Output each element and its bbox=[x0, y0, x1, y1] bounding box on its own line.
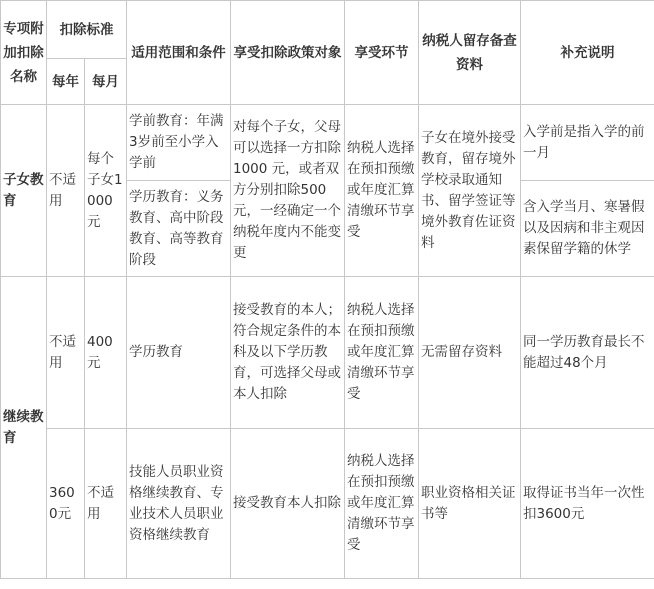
children-per-year: 不适用 bbox=[47, 105, 85, 277]
continuing-academic-stage: 纳税人选择在预扣预缴或年度汇算清缴环节享受 bbox=[345, 277, 419, 429]
table-row bbox=[1, 277, 654, 429]
continuing-vocational-per-year: 3600元 bbox=[47, 429, 85, 579]
children-stage: 纳税人选择在预扣预缴或年度汇算清缴环节享受 bbox=[345, 105, 419, 277]
children-scope-preschool: 学前教育：年满3岁前至小学入学前 bbox=[127, 105, 231, 181]
continuing-academic-per-month: 400元 bbox=[85, 277, 127, 429]
continuing-vocational-records: 职业资格相关证书等 bbox=[419, 429, 521, 579]
header-per-year: 每年 bbox=[47, 59, 85, 105]
children-note-preschool: 入学前是指入学的前一月 bbox=[521, 105, 654, 181]
header-per-month: 每月 bbox=[85, 59, 127, 105]
children-scope-academic: 学历教育：义务教育、高中阶段教育、高等教育阶段 bbox=[127, 181, 231, 277]
table-row bbox=[1, 105, 654, 181]
category-children-education: 子女教育 bbox=[1, 105, 47, 277]
continuing-vocational-notes: 取得证书当年一次性扣3600元 bbox=[521, 429, 654, 579]
table-row bbox=[1, 429, 654, 579]
children-per-month: 每个子女1000元 bbox=[85, 105, 127, 277]
children-note-academic: 含入学当月、寒暑假以及因病和非主观因素保留学籍的休学 bbox=[521, 181, 654, 277]
header-records: 纳税人留存备查资料 bbox=[419, 1, 521, 105]
header-row bbox=[1, 1, 654, 59]
children-target: 对每个子女，父母可以选择一方扣除1000 元，或者双方分别扣除500元，一经确定一个纳税年度内不能变更 bbox=[231, 105, 345, 277]
continuing-vocational-per-month: 不适用 bbox=[85, 429, 127, 579]
continuing-academic-target: 接受教育的本人；符合规定条件的本科及以下学历教育，可选择父母或本人扣除 bbox=[231, 277, 345, 429]
continuing-academic-per-year: 不适用 bbox=[47, 277, 85, 429]
continuing-vocational-stage: 纳税人选择在预扣预缴或年度汇算清缴环节享受 bbox=[345, 429, 419, 579]
header-stage: 享受环节 bbox=[345, 1, 419, 105]
header-standard: 扣除标准 bbox=[47, 1, 127, 59]
header-scope: 适用范围和条件 bbox=[127, 1, 231, 105]
category-continuing-education: 继续教育 bbox=[1, 277, 47, 579]
continuing-vocational-target: 接受教育本人扣除 bbox=[231, 429, 345, 579]
children-records: 子女在境外接受教育，留存境外学校录取通知书、留学签证等境外教育佐证资料 bbox=[419, 105, 521, 277]
continuing-vocational-scope: 技能人员职业资格继续教育、专业技术人员职业资格继续教育 bbox=[127, 429, 231, 579]
continuing-academic-records: 无需留存资料 bbox=[419, 277, 521, 429]
header-category: 专项附加扣除名称 bbox=[1, 1, 47, 105]
continuing-academic-scope: 学历教育 bbox=[127, 277, 231, 429]
continuing-academic-notes: 同一学历教育最长不能超过48个月 bbox=[521, 277, 654, 429]
header-target: 享受扣除政策对象 bbox=[231, 1, 345, 105]
header-notes: 补充说明 bbox=[521, 1, 654, 105]
